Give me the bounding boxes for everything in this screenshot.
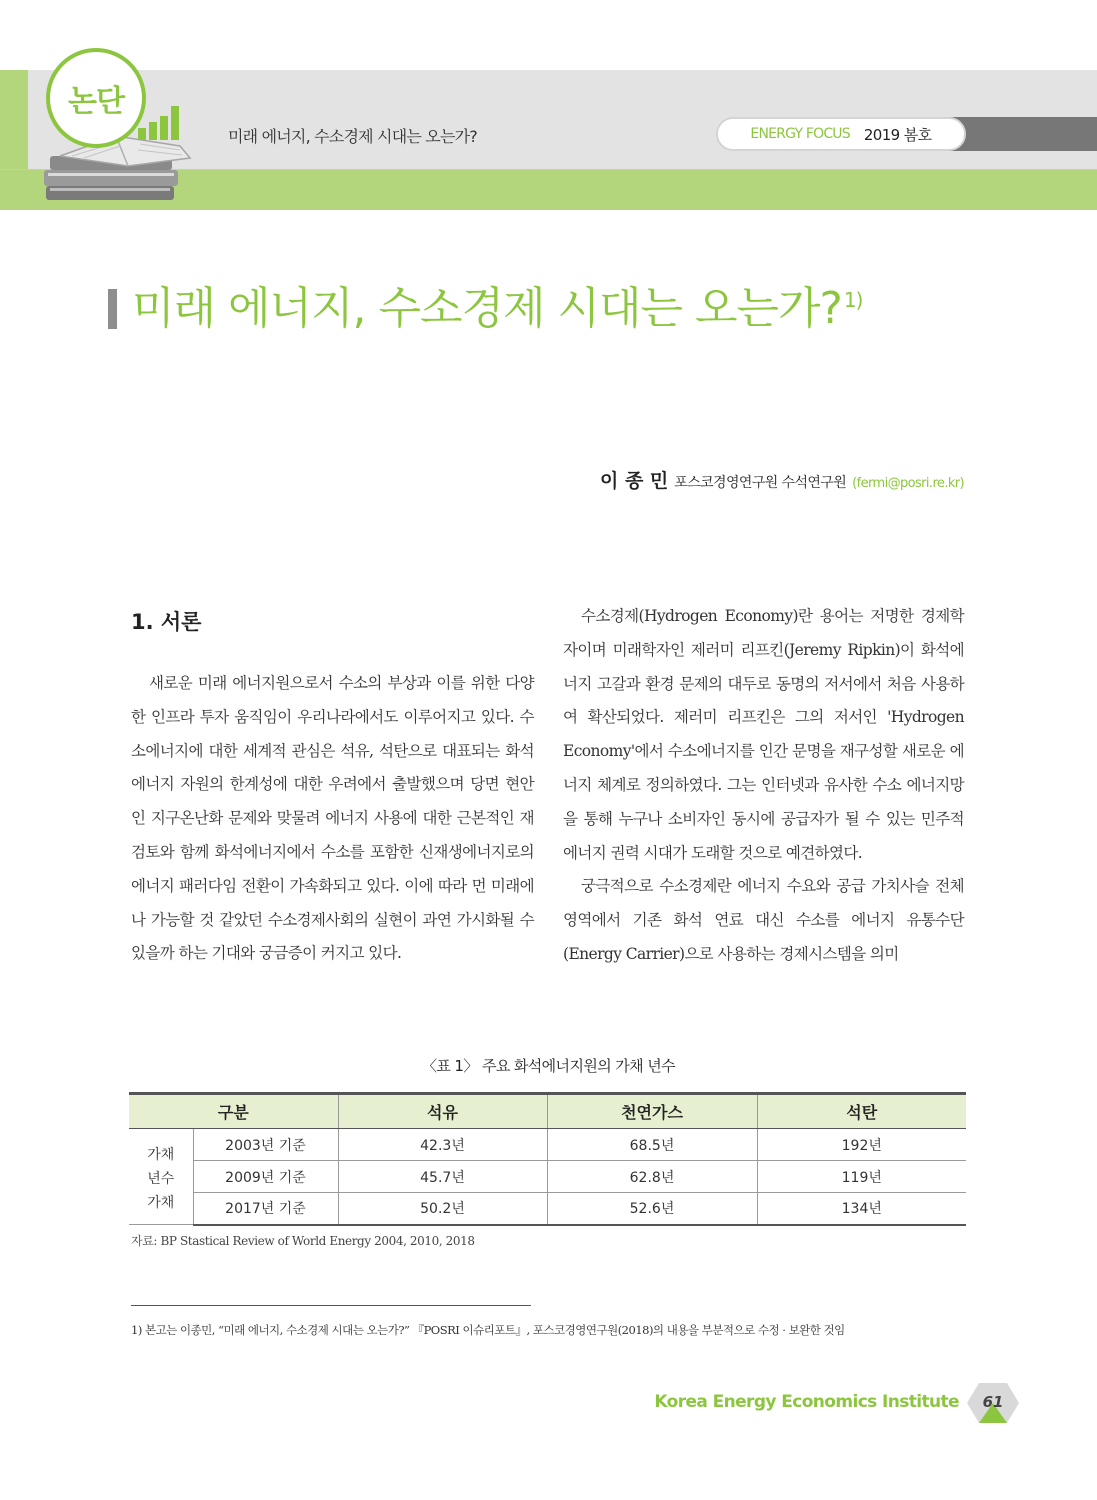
page-title [132, 272, 862, 336]
author-affiliation: 포스코경영연구원 수석연구원 [674, 475, 847, 491]
row-group-label [129, 1129, 193, 1225]
table-header-cell: 천연가스 [547, 1094, 757, 1129]
table-cell: 192년 [757, 1129, 966, 1161]
table-row-label: 2017년 기준 [193, 1193, 338, 1225]
title-marker-bar [108, 289, 117, 329]
reserves-table [129, 1092, 966, 1226]
table-row [129, 1161, 966, 1193]
table-cell: 68.5년 [547, 1129, 757, 1161]
body-column-left [131, 667, 534, 971]
running-header-title: 미래 에너지, 수소경제 시대는 오는가? [228, 127, 477, 146]
footnote-divider [131, 1305, 531, 1306]
table-cell: 134년 [757, 1193, 966, 1225]
body-paragraph: 새로운 미래 에너지원으로서 수소의 부상과 이를 위한 다양한 인프라 투자 움직임이 우리나라에서도 이루어지고 있다. 수소에너지에 대한 세계적 관심은 석유, 석탄으로 대표되는 화석에너지 자원의 한계성에 대한 우려에서 출발했으며 당면 현안인 지구온난화 문제와 맞물려 에너지 사용에 대한 근본적인 재검토와 함께 화석에너지에서 수소를 포함한 신재생에너지로의 에너지 패러다임 전환이 가속화되고 있다. 이에 따라 먼 미래에나 가능할 것 같았던 수소경제사회의 실현이 과연 가시화될 수 있을까 하는 기대와 궁금증이 커지고 있다. [131, 674, 534, 963]
journal-name: ENERGY FOCUS [750, 126, 850, 142]
page-title-text: 미래 에너지, 수소경제 시대는 오는가? [132, 283, 842, 334]
footer-institute: Korea Energy Economics Institute [654, 1392, 959, 1412]
table-row [129, 1129, 966, 1161]
body-paragraph: 수소경제(Hydrogen Economy)란 용어는 저명한 경제학자이며 미래학자인 제러미 리프킨(Jeremy Ripkin)이 화석에너지 고갈과 환경 문제의 대두로 동명의 저서에서 처음 사용하여 확산되었다. 제러미 리프킨은 그의 저서인 'Hydrogen Economy'에서 수소에너지를 인간 문명을 재구성할 새로운 에너지 체계로 정의하였다. 그는 인터넷과 유사한 수소 에너지망을 통해 누구나 소비자인 동시에 공급자가 될 수 있는 민주적 에너지 권력 시대가 도래할 것으로 예견하였다. [563, 607, 964, 862]
section-heading: 1. 서론 [131, 610, 202, 634]
row-group-label-line: 가채 [147, 1146, 175, 1163]
section-badge [46, 48, 146, 148]
author-email[interactable]: (fermi@posri.re.kr) [852, 476, 964, 491]
table-caption: 〈표 1〉 주요 화석에너지원의 가채 년수 [421, 1057, 676, 1075]
table-cell: 50.2년 [338, 1193, 547, 1225]
table-cell: 45.7년 [338, 1161, 547, 1193]
footnote: 1) 본고는 이종민, “미래 에너지, 수소경제 시대는 오는가?” 『POSRI 이슈리포트』, 포스코경영연구원(2018)의 내용을 부분적으로 수정 · 보완한 것임 [131, 1323, 845, 1337]
table-source: 자료: BP Stastical Review of World Energy 2004, 2010, 2018 [131, 1234, 475, 1248]
table-cell: 52.6년 [547, 1193, 757, 1225]
table-cell: 119년 [757, 1161, 966, 1193]
journal-issue: 2019 봄호 [863, 125, 932, 144]
row-group-label-line: 가채 [147, 1194, 175, 1211]
table-row-label: 2003년 기준 [193, 1129, 338, 1161]
author-name: 이 종 민 [599, 470, 669, 492]
journal-pill [716, 117, 966, 151]
page-number: 61 [982, 1393, 1004, 1411]
table-header-cell: 구분 [129, 1094, 338, 1129]
row-group-label-line: 년수 [147, 1170, 175, 1187]
title-footnote-mark: 1) [843, 288, 863, 313]
body-paragraph: 궁극적으로 수소경제란 에너지 수요와 공급 가치사슬 전체 영역에서 기존 화석 연료 대신 수소를 에너지 유통수단(Energy Carrier)으로 사용하는 경제시스템을 의미 [563, 877, 964, 963]
table-row-label: 2009년 기준 [193, 1161, 338, 1193]
header-green-edge [0, 70, 28, 170]
table-row [129, 1193, 966, 1225]
table-header-row [129, 1094, 966, 1129]
author-byline [600, 466, 964, 493]
table-header-cell: 석유 [338, 1094, 547, 1129]
body-column-right [563, 600, 964, 972]
table-cell: 42.3년 [338, 1129, 547, 1161]
table-cell: 62.8년 [547, 1161, 757, 1193]
table-header-cell: 석탄 [757, 1094, 966, 1129]
section-badge-label: 논단 [68, 84, 124, 119]
